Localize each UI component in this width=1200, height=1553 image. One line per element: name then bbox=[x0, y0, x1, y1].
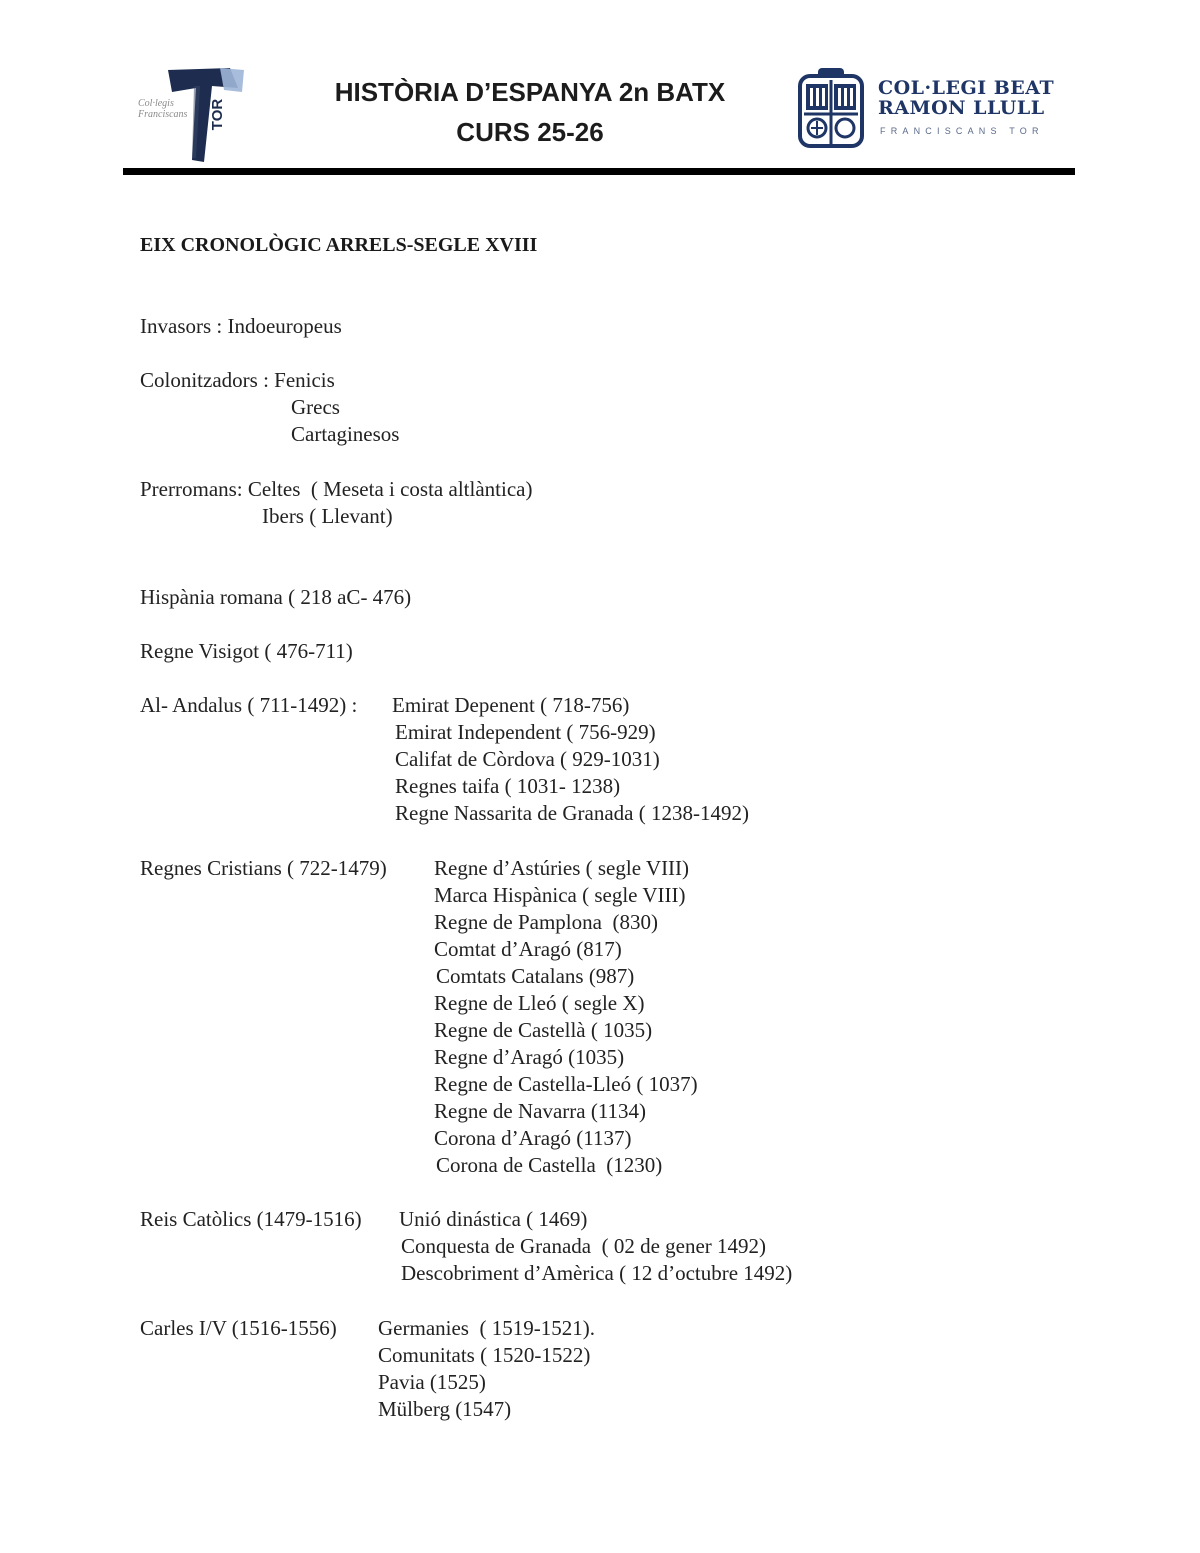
school-name: COL·LEGI BEAT RAMON LLULL bbox=[878, 77, 1055, 119]
alandalus-item: Regnes taifa ( 1031- 1238) bbox=[395, 774, 621, 798]
carles-label: Carles I/V (1516-1556) bbox=[140, 1316, 337, 1340]
cristians-item: Regne d’Astúries ( segle VIII) bbox=[434, 856, 690, 880]
logo-caption: Col·legis Franciscans bbox=[138, 98, 188, 120]
logo-tor-text: TOR bbox=[209, 98, 227, 131]
colonitzadors-item: Cartaginesos bbox=[291, 422, 400, 446]
school-subtitle: FRANCISCANS TOR bbox=[880, 126, 1044, 136]
alandalus-item: Emirat Independent ( 756-929) bbox=[395, 720, 656, 744]
reis-item: Unió dinástica ( 1469) bbox=[399, 1207, 588, 1231]
carles-item: Comunitats ( 1520-1522) bbox=[378, 1343, 591, 1367]
header-divider bbox=[123, 168, 1075, 175]
document-heading: EIX CRONOLÒGIC ARRELS-SEGLE XVIII bbox=[140, 234, 538, 256]
cristians-item: Comtat d’Aragó (817) bbox=[434, 937, 622, 961]
visigot-line: Regne Visigot ( 476-711) bbox=[140, 639, 353, 663]
alandalus-item: Emirat Depenent ( 718-756) bbox=[392, 693, 630, 717]
prerromans-line: Prerromans: Celtes ( Meseta i costa altlàntica) bbox=[140, 477, 533, 501]
colonitzadors-item: Grecs bbox=[291, 395, 340, 419]
alandalus-label: Al- Andalus ( 711-1492) : bbox=[140, 693, 358, 717]
title-line-2: CURS 25-26 bbox=[456, 117, 604, 147]
cristians-item: Regne de Pamplona (830) bbox=[434, 910, 658, 934]
carles-item: Pavia (1525) bbox=[378, 1370, 486, 1394]
alandalus-item: Califat de Còrdova ( 929-1031) bbox=[395, 747, 660, 771]
carles-item: Mülberg (1547) bbox=[378, 1397, 512, 1421]
school-crest-icon bbox=[796, 66, 866, 152]
cristians-item: Regne de Navarra (1134) bbox=[434, 1099, 647, 1123]
carles-item: Germanies ( 1519-1521). bbox=[378, 1316, 595, 1340]
cristians-item: Corona de Castella (1230) bbox=[436, 1153, 663, 1177]
cristians-item: Corona d’Aragó (1137) bbox=[434, 1126, 632, 1150]
reis-label: Reis Catòlics (1479-1516) bbox=[140, 1207, 362, 1231]
reis-item: Conquesta de Granada ( 02 de gener 1492) bbox=[401, 1234, 767, 1258]
cristians-item: Comtats Catalans (987) bbox=[436, 964, 635, 988]
cristians-item: Marca Hispànica ( segle VIII) bbox=[434, 883, 686, 907]
cristians-item: Regne de Castella-Lleó ( 1037) bbox=[434, 1072, 698, 1096]
cristians-item: Regne de Lleó ( segle X) bbox=[434, 991, 645, 1015]
franciscans-tor-logo bbox=[134, 62, 252, 164]
hispania-line: Hispània romana ( 218 aC- 476) bbox=[140, 585, 412, 609]
invasors-line: Invasors : Indoeuropeus bbox=[140, 314, 342, 338]
page-header bbox=[0, 0, 1200, 180]
alandalus-item: Regne Nassarita de Granada ( 1238-1492) bbox=[395, 801, 749, 825]
colonitzadors-line: Colonitzadors : Fenicis bbox=[140, 368, 335, 392]
cristians-item: Regne d’Aragó (1035) bbox=[434, 1045, 625, 1069]
title-line-1: HISTÒRIA D’ESPANYA 2n BATX bbox=[334, 77, 726, 107]
prerromans-item: Ibers ( Llevant) bbox=[262, 504, 393, 528]
cristians-label: Regnes Cristians ( 722-1479) bbox=[140, 856, 387, 880]
page-title bbox=[280, 72, 780, 152]
cristians-item: Regne de Castellà ( 1035) bbox=[434, 1018, 653, 1042]
reis-item: Descobriment d’Amèrica ( 12 d’octubre 1492) bbox=[401, 1261, 793, 1285]
